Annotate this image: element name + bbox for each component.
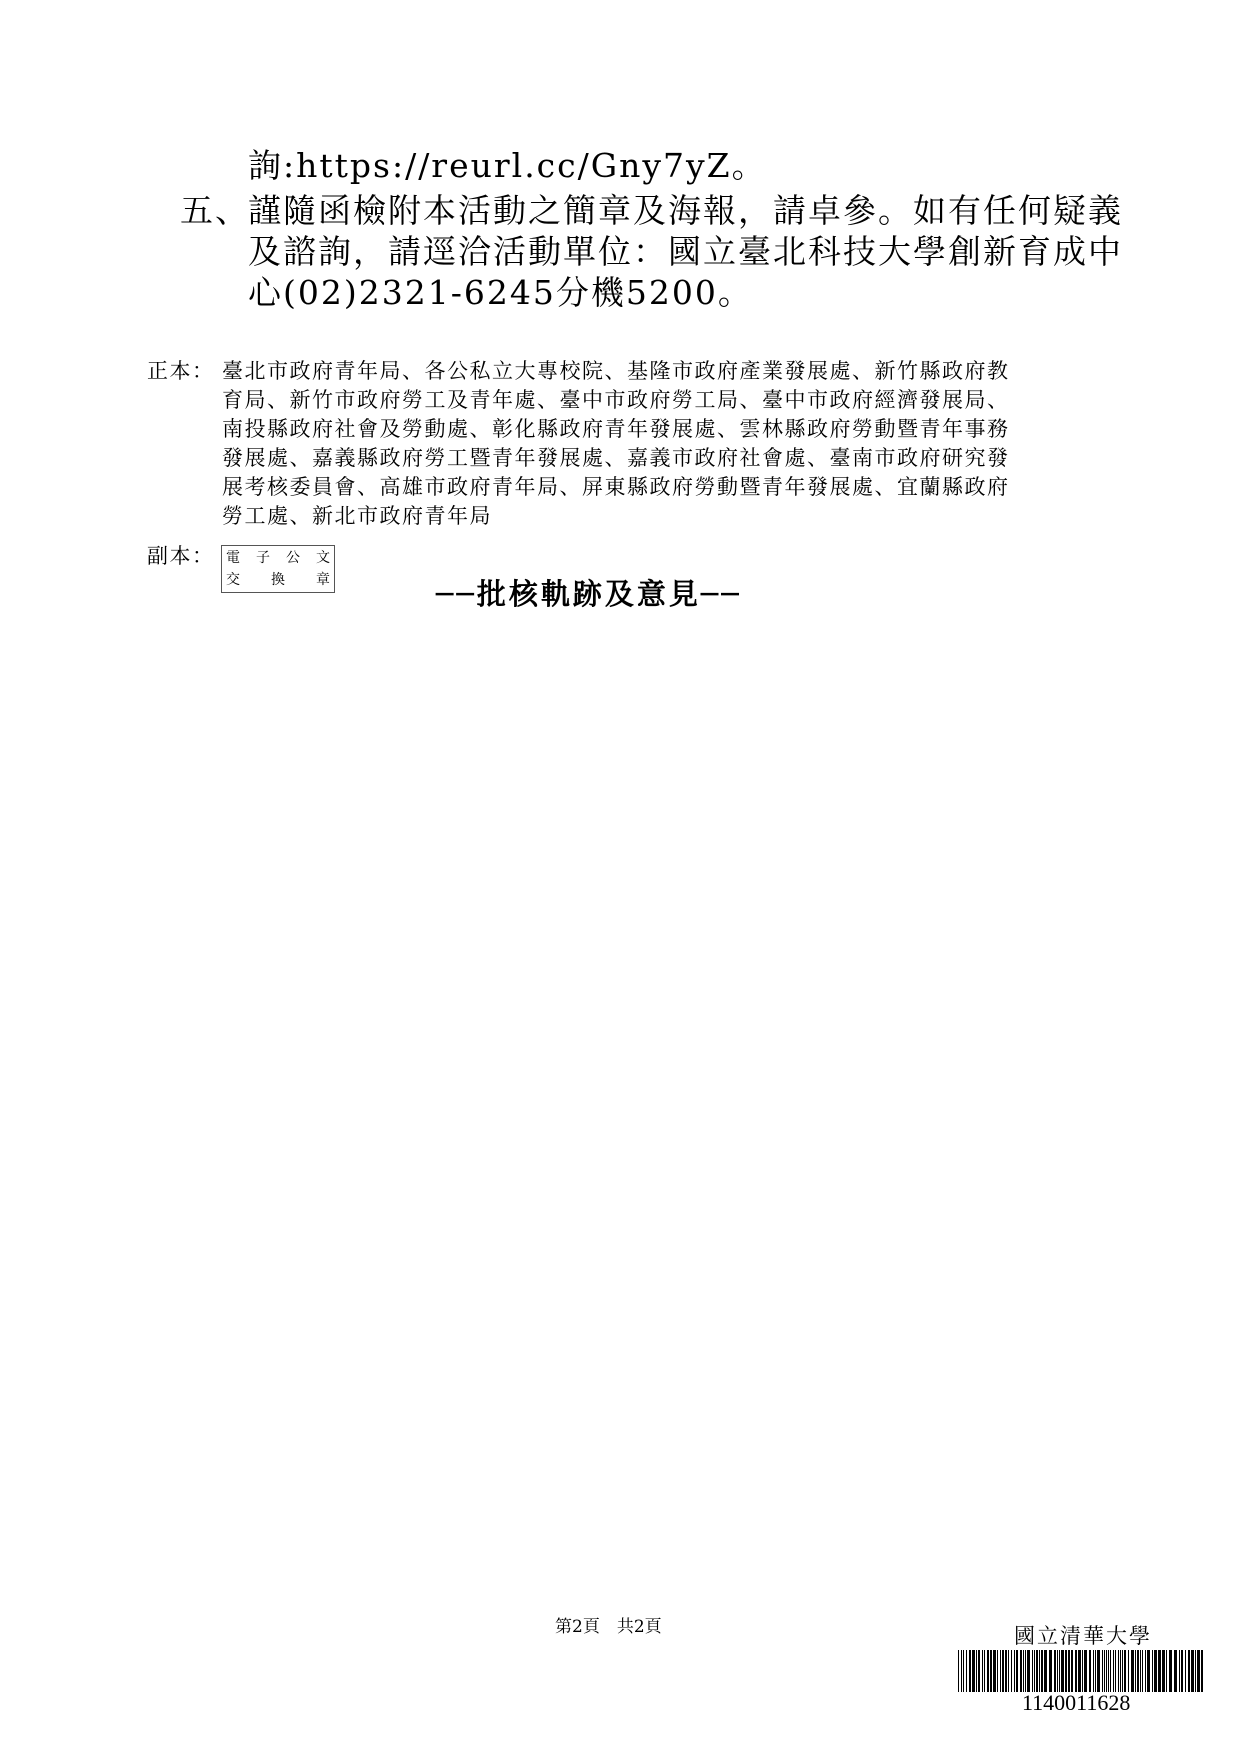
barcode-image — [958, 1650, 1204, 1692]
org-name: 國立清華大學 — [1014, 1624, 1152, 1648]
page-info: 第2頁 共2頁 — [555, 1617, 662, 1637]
electronic-exchange-stamp — [221, 545, 335, 593]
stamp-char: 電 — [226, 550, 240, 566]
stamp-char: 交 — [226, 572, 240, 588]
item5-line3: 心(02)2321-6245分機5200。 — [248, 273, 753, 312]
primary-recipient-line: 展考核委員會、高雄市政府青年局、屏東縣政府勞動暨青年發展處、宜蘭縣政府 — [222, 475, 1010, 499]
copy-recipients-label: 副本： — [147, 544, 215, 568]
stamp-char: 子 — [256, 550, 270, 566]
primary-recipients-label: 正本： — [147, 359, 215, 383]
primary-recipient-line: 發展處、嘉義縣政府勞工暨青年發展處、嘉義市政府社會處、臺南市政府研究發 — [222, 446, 1010, 470]
item5-line1: 謹隨函檢附本活動之簡章及海報，請卓參。如有任何疑義 — [248, 191, 1123, 230]
item5-label: 五、 — [180, 191, 250, 230]
primary-recipient-line: 育局、新竹市政府勞工及青年處、臺中市政府勞工局、臺中市政府經濟發展局、 — [222, 388, 1010, 412]
stamp-char: 公 — [286, 550, 300, 566]
item5-line2: 及諮詢，請逕洽活動單位：國立臺北科技大學創新育成中 — [248, 232, 1123, 271]
approval-title: ──批核軌跡及意見── — [436, 577, 742, 611]
primary-recipient-line: 南投縣政府社會及勞動處、彰化縣政府青年發展處、雲林縣政府勞動暨青年事務 — [222, 417, 1010, 441]
stamp-char: 換 — [271, 572, 285, 588]
document-number: 1140011628 — [1022, 1690, 1131, 1715]
stamp-char: 章 — [316, 572, 330, 588]
body-line-url: 詢:https://reurl.cc/Gny7yZ。 — [248, 146, 767, 185]
primary-recipient-line: 勞工處、新北市政府青年局 — [222, 504, 492, 528]
stamp-char: 文 — [316, 550, 330, 566]
primary-recipient-line: 臺北市政府青年局、各公私立大專校院、基隆市政府產業發展處、新竹縣政府教 — [222, 359, 1010, 383]
